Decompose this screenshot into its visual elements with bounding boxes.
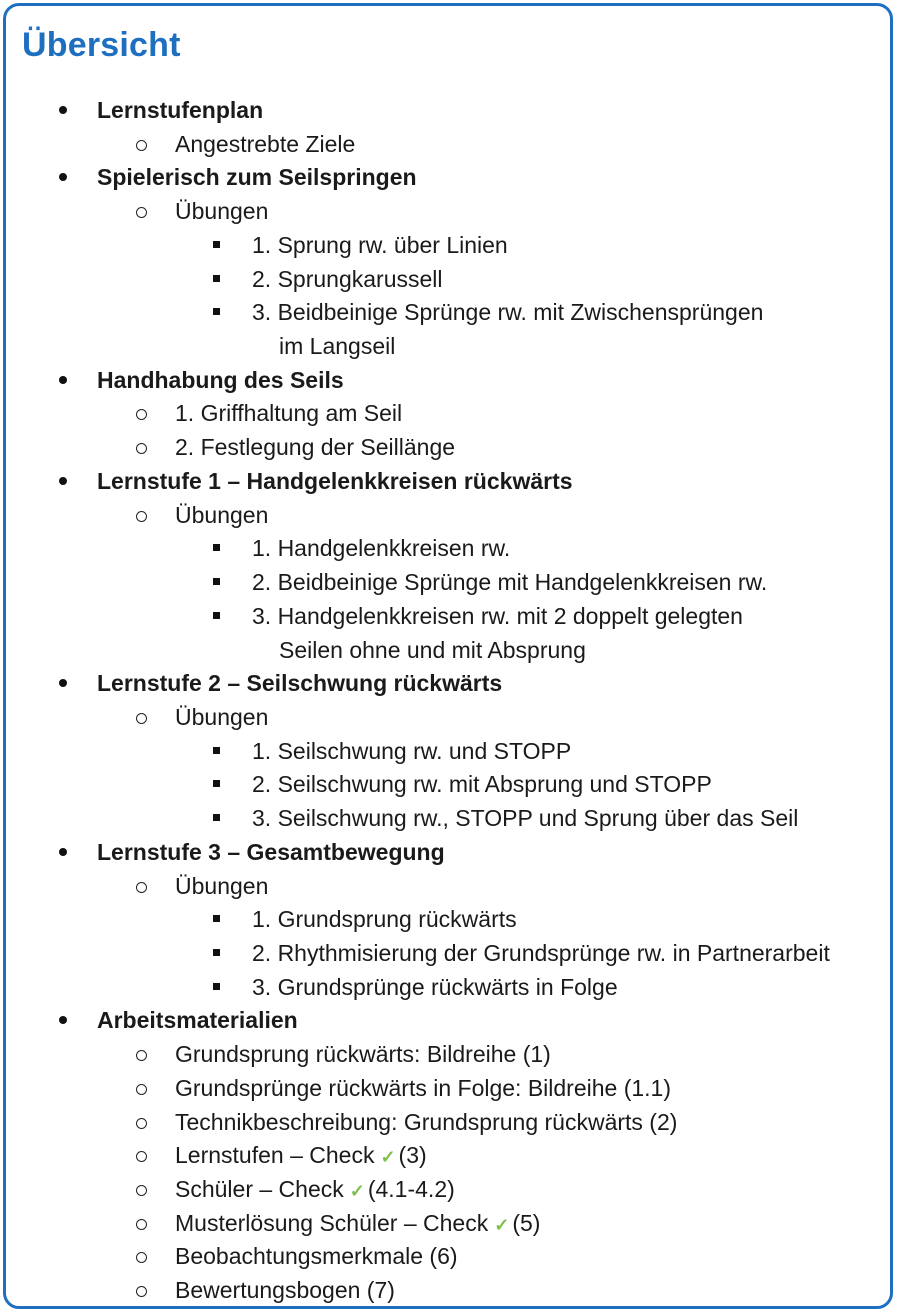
list-item-label: Grundsprünge rückwärts in Folge: Bildreihe (1.1) [175,1074,672,1101]
bullet-circle-icon [136,511,147,522]
list-item-label: Lernstufenplan [97,97,264,123]
list-item [252,297,763,327]
bullet-square-icon [213,275,220,282]
list-item [175,1073,671,1103]
list-item-label: 3. Beidbeinige Sprünge rw. mit Zwischensprüngen [252,299,764,326]
list-item [175,1174,455,1206]
list-item [175,702,268,732]
list-item [175,432,455,462]
list-item [175,871,268,901]
section-heading [97,365,344,395]
list-item-continuation: Seilen ohne und mit Absprung [279,636,586,663]
reference-number: (4.1-4.2) [367,1176,455,1203]
bullet-dot-icon [59,376,67,384]
list-item-label: Übungen [175,872,269,899]
list-item-label: 1. Handgelenkkreisen rw. [252,535,511,562]
overview-frame [3,3,893,1309]
list-item [252,769,712,799]
bullet-dot-icon [59,173,67,181]
list-item [252,938,830,968]
bullet-square-icon [213,747,220,754]
list-item-label: 1. Seilschwung rw. und STOPP [252,737,572,764]
list-item-label: 2. Festlegung der Seillänge [175,434,456,461]
bullet-circle-icon [136,1286,147,1297]
list-item [252,264,443,294]
list-item [252,972,618,1002]
checkmark-icon: ✓ [349,1181,365,1202]
list-item [175,1241,458,1271]
bullet-circle-icon [136,207,147,218]
section-heading [97,837,445,867]
list-item-label: Bewertungsbogen (7) [175,1277,395,1304]
list-item-label: 1. Griffhaltung am Seil [175,400,403,427]
bullet-square-icon [213,983,220,990]
bullet-square-icon [213,612,220,619]
bullet-dot-icon [59,1016,67,1024]
list-item-label: Arbeitsmaterialien [97,1007,298,1034]
bullet-circle-icon [136,443,147,454]
list-item [175,500,268,530]
list-item [175,1039,551,1069]
list-item-label: Musterlösung Schüler – Check [175,1209,489,1236]
list-item [252,567,767,597]
bullet-square-icon [213,949,220,956]
section-heading [97,466,573,496]
list-item-label: Lernstufe 3 – Gesamtbewegung [97,838,445,865]
list-item [252,904,517,934]
page-title: Übersicht [22,26,181,64]
reference-number: (3) [398,1142,427,1169]
checkmark-icon: ✓ [494,1214,510,1235]
bullet-square-icon [213,814,220,821]
list-item-label: Technikbeschreibung: Grundsprung rückwärts (2) [175,1108,678,1135]
bullet-circle-icon [136,1252,147,1263]
bullet-circle-icon [136,1050,147,1061]
bullet-square-icon [213,241,220,248]
list-item-label: 1. Grundsprung rückwärts [252,906,517,933]
list-item-label: 3. Handgelenkkreisen rw. mit 2 doppelt gelegten [252,602,743,629]
list-item-label: Übungen [175,198,269,225]
bullet-square-icon [213,308,220,315]
bullet-dot-icon [59,679,67,687]
bullet-dot-icon [59,477,67,485]
section-heading [97,162,417,192]
list-item-label: Grundsprung rückwärts: Bildreihe (1) [175,1041,551,1068]
section-heading [97,668,502,698]
bullet-circle-icon [136,1118,147,1129]
list-item [175,196,268,226]
bullet-circle-icon [136,713,147,724]
bullet-circle-icon [136,1151,147,1162]
list-item [175,1208,540,1240]
list-item-label: 2. Beidbeinige Sprünge mit Handgelenkkreisen rw. [252,569,768,596]
bullet-dot-icon [59,848,67,856]
bullet-circle-icon [136,140,147,151]
bullet-circle-icon [136,409,147,420]
list-item-label: Übungen [175,501,269,528]
bullet-square-icon [213,780,220,787]
list-item [252,601,743,631]
list-item-label: Lernstufen – Check [175,1142,375,1169]
list-item [252,803,798,833]
list-item [175,398,402,428]
list-item [175,1275,395,1305]
list-item-label: Schüler – Check [175,1176,344,1203]
list-item-label: 2. Rhythmisierung der Grundsprünge rw. in Partnerarbeit [252,940,830,966]
list-item-label: Lernstufe 2 – Seilschwung rückwärts [97,670,503,697]
list-item-label: Beobachtungsmerkmale (6) [175,1243,458,1270]
list-item-label: Spielerisch zum Seilspringen [97,164,417,191]
bullet-square-icon [213,578,220,585]
bullet-circle-icon [136,1219,147,1230]
list-item-label: Übungen [175,703,269,730]
bullet-circle-icon [136,1185,147,1196]
reference-number: (5) [512,1209,541,1236]
bullet-circle-icon [136,1084,147,1095]
list-item [175,129,355,159]
section-heading [97,1005,298,1035]
checkmark-icon: ✓ [380,1147,396,1168]
bullet-circle-icon [136,882,147,893]
list-item [252,736,571,766]
list-item-label: 2. Seilschwung rw. mit Absprung und STOPP [252,771,712,798]
list-item-label: Angestrebte Ziele [175,130,356,157]
list-item-label: Lernstufe 1 – Handgelenkkreisen rückwärts [97,467,573,494]
list-item-label: 2. Sprungkarussell [252,265,443,292]
list-item [175,1140,427,1172]
bullet-square-icon [213,544,220,551]
list-item-label: Handhabung des Seils [97,366,344,393]
list-item-label: 1. Sprung rw. über Linien [252,231,508,258]
list-item [175,1107,677,1137]
bullet-dot-icon [59,106,67,114]
list-item-continuation: im Langseil [279,333,396,360]
list-item-label: 3. Seilschwung rw., STOPP und Sprung über das Seil [252,805,799,832]
section-heading [97,95,263,125]
list-item [252,230,508,260]
list-item-label: 3. Grundsprünge rückwärts in Folge [252,973,618,1000]
bullet-square-icon [213,915,220,922]
list-item [252,533,510,563]
